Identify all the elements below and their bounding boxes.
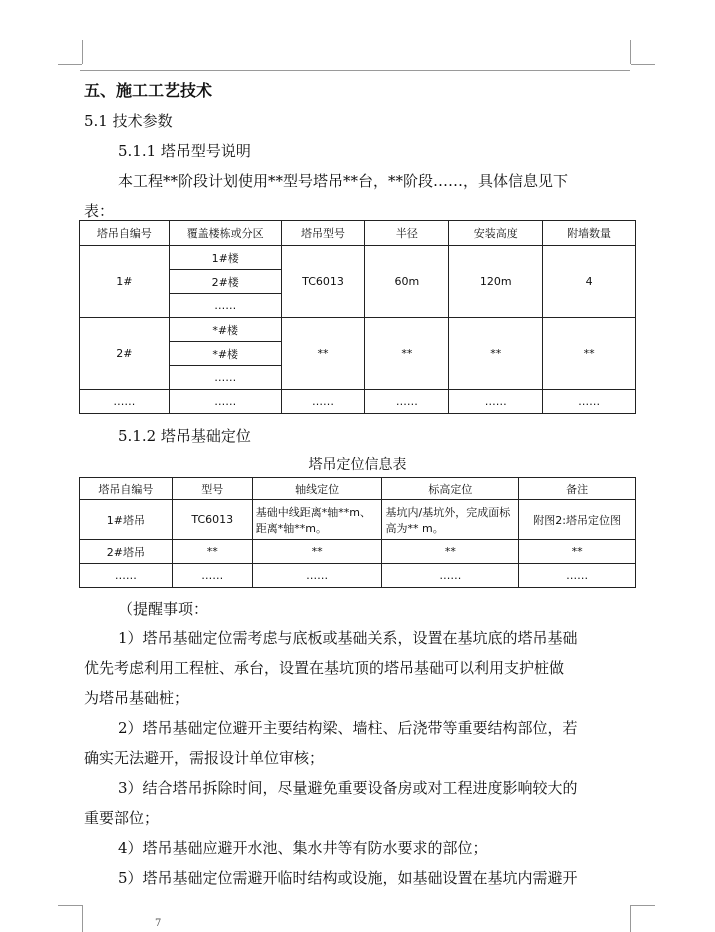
table-row [80,540,636,564]
crop-mark-top-left-v [82,40,83,64]
subsubsection-heading-1: 5.1.1 塔吊型号说明 [118,142,251,160]
table-cell: 1#塔吊 [80,500,173,540]
crane-location-table [79,477,636,588]
area-cell: *#楼 [169,318,281,342]
notes-title: （提醒事项： [118,600,209,618]
subsection-heading: 5.1 技术参数 [84,112,173,130]
area-cell: 2#楼 [169,270,281,294]
table-cell: 基坑内/基坑外，完成面标高为** m。 [382,500,519,540]
note-4: 4）塔吊基础应避开水池、集水井等有防水要求的部位； [118,839,488,857]
crane-model-table [79,220,636,414]
model-cell: TC6013 [281,246,365,318]
table-header-cell: 塔吊自编号 [80,221,170,246]
table-cell: 附图2:塔吊定位图 [519,500,636,540]
crop-mark-bottom-left-v [82,905,83,932]
crop-mark-bottom-right-h [631,905,655,906]
note-3-line-1: 3）结合塔吊拆除时间，尽量避免重要设备房或对工程进度影响较大的 [118,779,578,797]
crop-mark-top-left-h [58,64,82,65]
table-header-cell: 型号 [172,478,252,500]
header-rule [80,70,630,71]
table-row [80,390,636,414]
table-cell: …… [519,564,636,588]
ties-cell: ** [543,318,636,390]
table-cell: 基础中线距离*轴**m、距离*轴**m。 [252,500,382,540]
ellipsis-cell: …… [281,390,365,414]
ellipsis-cell: …… [449,390,543,414]
ties-cell: 4 [543,246,636,318]
crop-mark-bottom-right-v [630,905,631,932]
table-caption: 塔吊定位信息表 [308,457,407,473]
crane-id-cell: 2# [80,318,170,390]
note-2-line-2: 确实无法避开，需报设计单位审核； [84,749,325,767]
note-1-line-1: 1）塔吊基础定位需考虑与底板或基础关系，设置在基坑底的塔吊基础 [118,629,578,647]
table-row [80,318,636,342]
table-header-cell: 附墙数量 [543,221,636,246]
table-cell: ** [382,540,519,564]
note-1-line-2: 优先考虑利用工程桩、承台，设置在基坑顶的塔吊基础可以利用支护桩做 [84,659,565,677]
intro-paragraph-line-1: 本工程**阶段计划使用**型号塔吊**台，**阶段……，具体信息见下 [118,172,569,190]
table-header-cell: 覆盖楼栋或分区 [169,221,281,246]
table-row [80,246,636,270]
crane-id-cell: 1# [80,246,170,318]
table-cell: …… [80,564,173,588]
table-header-cell: 半径 [365,221,449,246]
ellipsis-cell: …… [543,390,636,414]
radius-cell: 60m [365,246,449,318]
crop-mark-bottom-left-h [58,905,82,906]
table-header-cell: 标高定位 [382,478,519,500]
table-header-cell: 轴线定位 [252,478,382,500]
area-cell: *#楼 [169,342,281,366]
table-cell: 2#塔吊 [80,540,173,564]
height-cell: ** [449,318,543,390]
table-header-cell: 安装高度 [449,221,543,246]
model-cell: ** [281,318,365,390]
table-header-row [80,478,636,500]
intro-paragraph-line-2: 表： [84,202,115,220]
note-3-line-2: 重要部位； [84,809,160,827]
ellipsis-cell: …… [169,390,281,414]
table-cell: …… [172,564,252,588]
note-5-line-1: 5）塔吊基础定位需避开临时结构或设施，如基础设置在基坑内需避开 [118,869,578,887]
radius-cell: ** [365,318,449,390]
table-cell: …… [382,564,519,588]
table-cell: ** [519,540,636,564]
ellipsis-cell: …… [365,390,449,414]
subsubsection-heading-2: 5.1.2 塔吊基础定位 [118,427,251,445]
ellipsis-cell: …… [80,390,170,414]
table-header-cell: 备注 [519,478,636,500]
section-heading: 五、施工工艺技术 [84,81,213,100]
crop-mark-top-right-h [631,64,655,65]
table-header-cell: 塔吊自编号 [80,478,173,500]
table-header-cell: 塔吊型号 [281,221,365,246]
note-2-line-1: 2）塔吊基础定位避开主要结构梁、墙柱、后浇带等重要结构部位，若 [118,719,578,737]
table-row [80,564,636,588]
table-cell: TC6013 [172,500,252,540]
height-cell: 120m [449,246,543,318]
table-cell: ** [172,540,252,564]
page-number: 7 [155,918,162,929]
area-cell: …… [169,366,281,390]
table-row [80,500,636,540]
crop-mark-top-right-v [630,40,631,64]
table-cell: ** [252,540,382,564]
area-cell: …… [169,294,281,318]
table-cell: …… [252,564,382,588]
table-header-row [80,221,636,246]
area-cell: 1#楼 [169,246,281,270]
note-1-line-3: 为塔吊基础桩； [84,689,190,707]
